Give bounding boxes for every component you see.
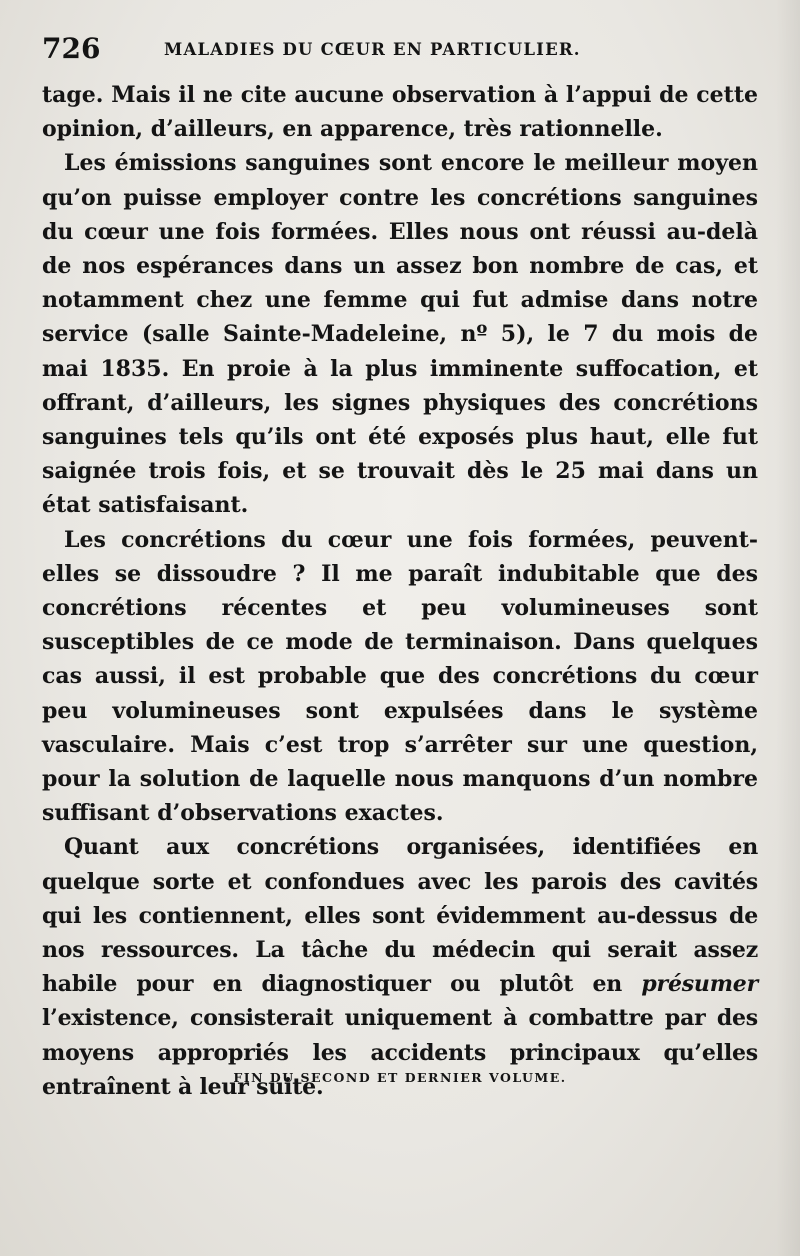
end-note: FIN DU SECOND ET DERNIER VOLUME. (233, 1070, 567, 1085)
paragraph-3-text: Les concrétions du cœur une fois formées, peuvent-elles se dissoudre ? Il me paraît indubitable que des concrétions récentes et peu volumineuses sont susceptibles de ce mode de terminaison. Dans quelques cas aussi, il est probable que des concrétions du cœur peu volumineuses sont expulsées dans le système vasculaire. Mais c’est trop s’arrêter sur une question, pour la solution de laquelle nous manquons d’un nombre suffisant d’observations exactes. (42, 526, 758, 827)
paragraph-4 (42, 830, 758, 1104)
paragraph-1-text: tage. Mais il ne cite aucune observation à l’appui de cette opinion, d’ailleurs, en apparence, très rationnelle. (42, 82, 758, 143)
paragraph-2 (42, 146, 758, 522)
paragraph-4-text-after: l’existence, consisterait uniquement à combattre par des moyens appropriés les accidents principaux qu’elles entraînent à leur suite. (42, 1005, 758, 1100)
page-number: 726 (42, 32, 101, 65)
paragraph-3 (42, 523, 758, 831)
body-text (42, 78, 758, 1104)
paragraph-1 (42, 78, 758, 146)
paragraph-4-italic: présumer (641, 971, 758, 998)
paragraph-4-text-before: Quant aux concrétions organisées, identifiées en quelque sorte et confondues avec les parois des cavités qui les contiennent, elles sont évidemment au-dessus de nos ressources. La tâche du médecin qui serait assez habile pour en diagnostiquer ou plutôt en (42, 834, 758, 998)
paragraph-2-text: Les émissions sanguines sont encore le meilleur moyen qu’on puisse employer contre les concrétions sanguines du cœur une fois formées. Elles nous ont réussi au-delà de nos espérances dans un assez bon nombre de cas, et notamment chez une femme qui fut admise dans notre service (salle Sainte-Madeleine, nº 5), le 7 du mois de mai 1835. En proie à la plus imminente suffocation, et offrant, d’ailleurs, les signes physiques des concrétions sanguines tels qu’ils ont été exposés plus haut, elle fut saignée trois fois, et se trouvait dès le 25 mai dans un état satisfaisant. (42, 150, 758, 519)
page-header (42, 32, 754, 68)
page-edge-shading (776, 0, 800, 1256)
running-title: MALADIES DU CŒUR EN PARTICULIER. (164, 40, 581, 59)
